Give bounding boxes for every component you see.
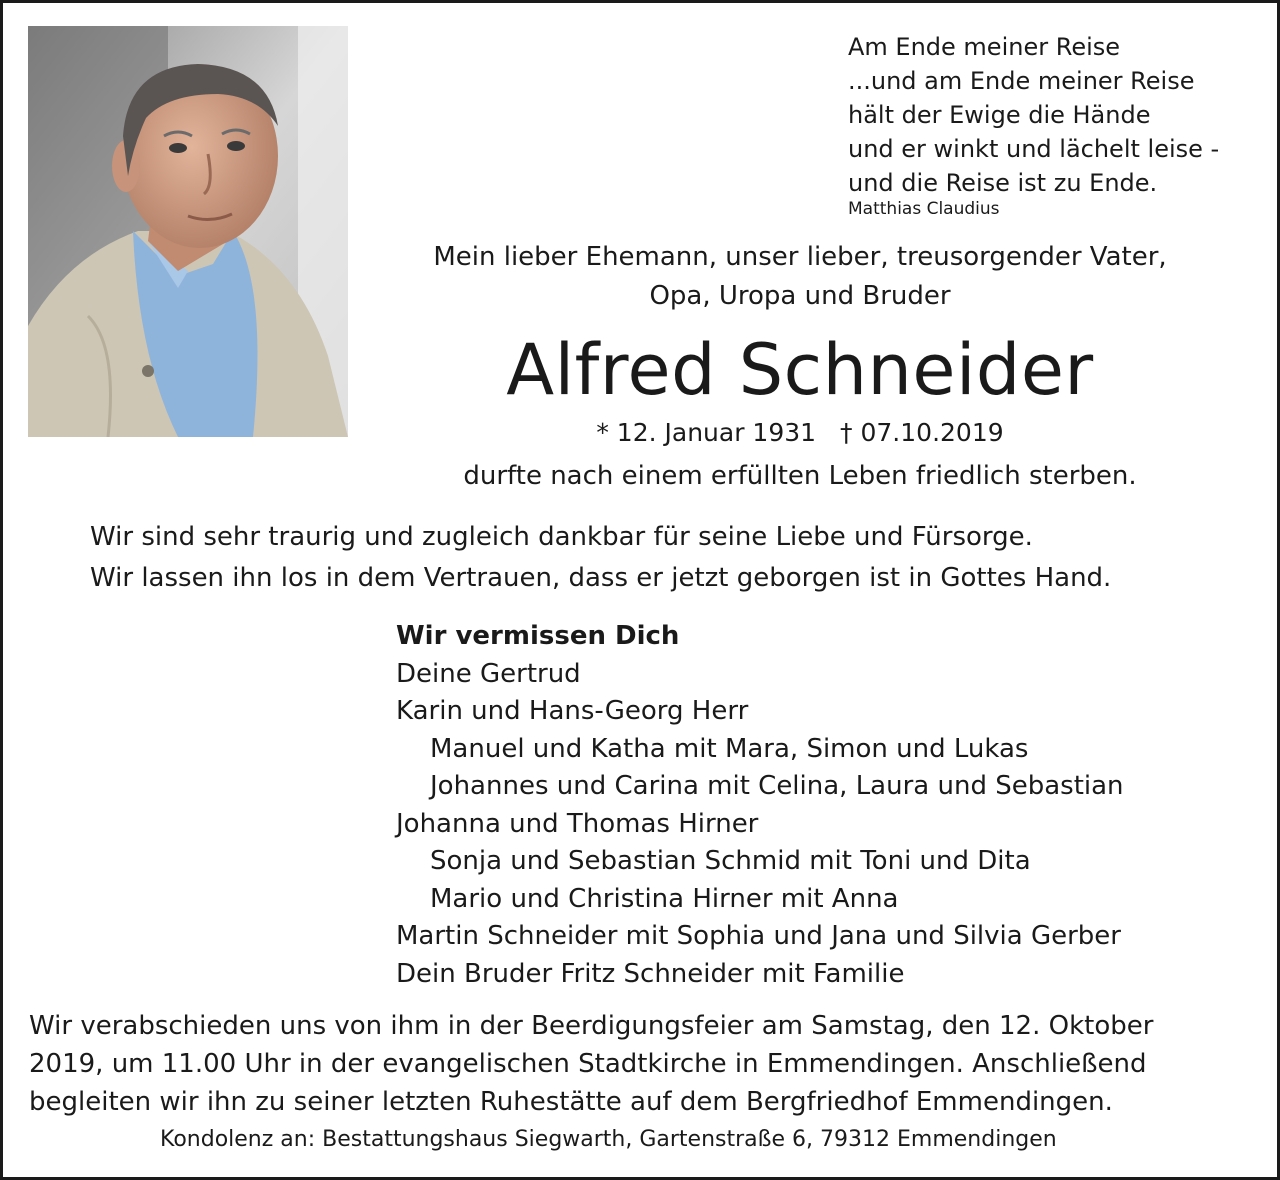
funeral-line: Wir verabschieden uns von ihm in der Beerdigungsfeier am Samstag, den 12. Oktober: [29, 1011, 1154, 1041]
deceased-name: Alfred Schneider: [506, 329, 1094, 411]
family-heading: Wir vermissen Dich: [396, 621, 680, 651]
poem-line: hält der Ewige die Hände: [848, 101, 1151, 129]
condolence-address: Kondolenz an: Bestattungshaus Siegwarth, Gartenstraße 6, 79312 Emmendingen: [160, 1127, 1057, 1152]
funeral-line: begleiten wir ihn zu seiner letzten Ruhestätte auf dem Bergfriedhof Emmendingen.: [29, 1087, 1113, 1117]
thanks-line: Wir lassen ihn los in dem Vertrauen, dass er jetzt geborgen ist in Gottes Hand.: [90, 563, 1112, 593]
thanks-line: Wir sind sehr traurig und zugleich dankbar für seine Liebe und Fürsorge.: [90, 522, 1033, 552]
birth-date: * 12. Januar 1931: [596, 418, 817, 447]
poem: [848, 30, 1268, 220]
intro-line: Mein lieber Ehemann, unser lieber, treusorgender Vater,: [433, 242, 1167, 272]
intro-line: Opa, Uropa und Bruder: [649, 281, 951, 311]
family-member: Karin und Hans-Georg Herr: [396, 696, 749, 726]
family-member: Johannes und Carina mit Celina, Laura und Sebastian: [430, 771, 1124, 801]
funeral-details: [29, 1007, 1259, 1121]
family-member: Deine Gertrud: [396, 658, 581, 689]
family-member: Mario und Christina Hirner mit Anna: [430, 883, 899, 914]
poem-author: Matthias Claudius: [848, 199, 1000, 219]
poem-line: und er winkt und lächelt leise -: [848, 135, 1220, 163]
funeral-line: 2019, um 11.00 Uhr in der evangelischen Stadtkirche in Emmendingen. Anschließend: [29, 1049, 1147, 1079]
family-member: Manuel und Katha mit Mara, Simon und Lukas: [430, 733, 1029, 764]
family-list: [396, 618, 1266, 993]
life-dates: [400, 416, 1200, 450]
family-member: Martin Schneider mit Sophia und Jana und Silvia Gerber: [396, 921, 1121, 951]
death-date: † 07.10.2019: [840, 418, 1004, 447]
family-member: Johanna und Thomas Hirner: [396, 808, 759, 839]
family-member: Dein Bruder Fritz Schneider mit Familie: [396, 958, 905, 989]
portrait-photo: [28, 26, 348, 437]
intro-text: [400, 238, 1200, 316]
poem-line: und die Reise ist zu Ende.: [848, 169, 1158, 197]
poem-line: Am Ende meiner Reise: [848, 33, 1121, 61]
family-member: Sonja und Sebastian Schmid mit Toni und Dita: [430, 846, 1031, 876]
poem-line: ...und am Ende meiner Reise: [848, 67, 1195, 95]
passed-text: durfte nach einem erfüllten Leben friedlich sterben.: [463, 461, 1137, 491]
thanks-text: [90, 517, 1250, 599]
